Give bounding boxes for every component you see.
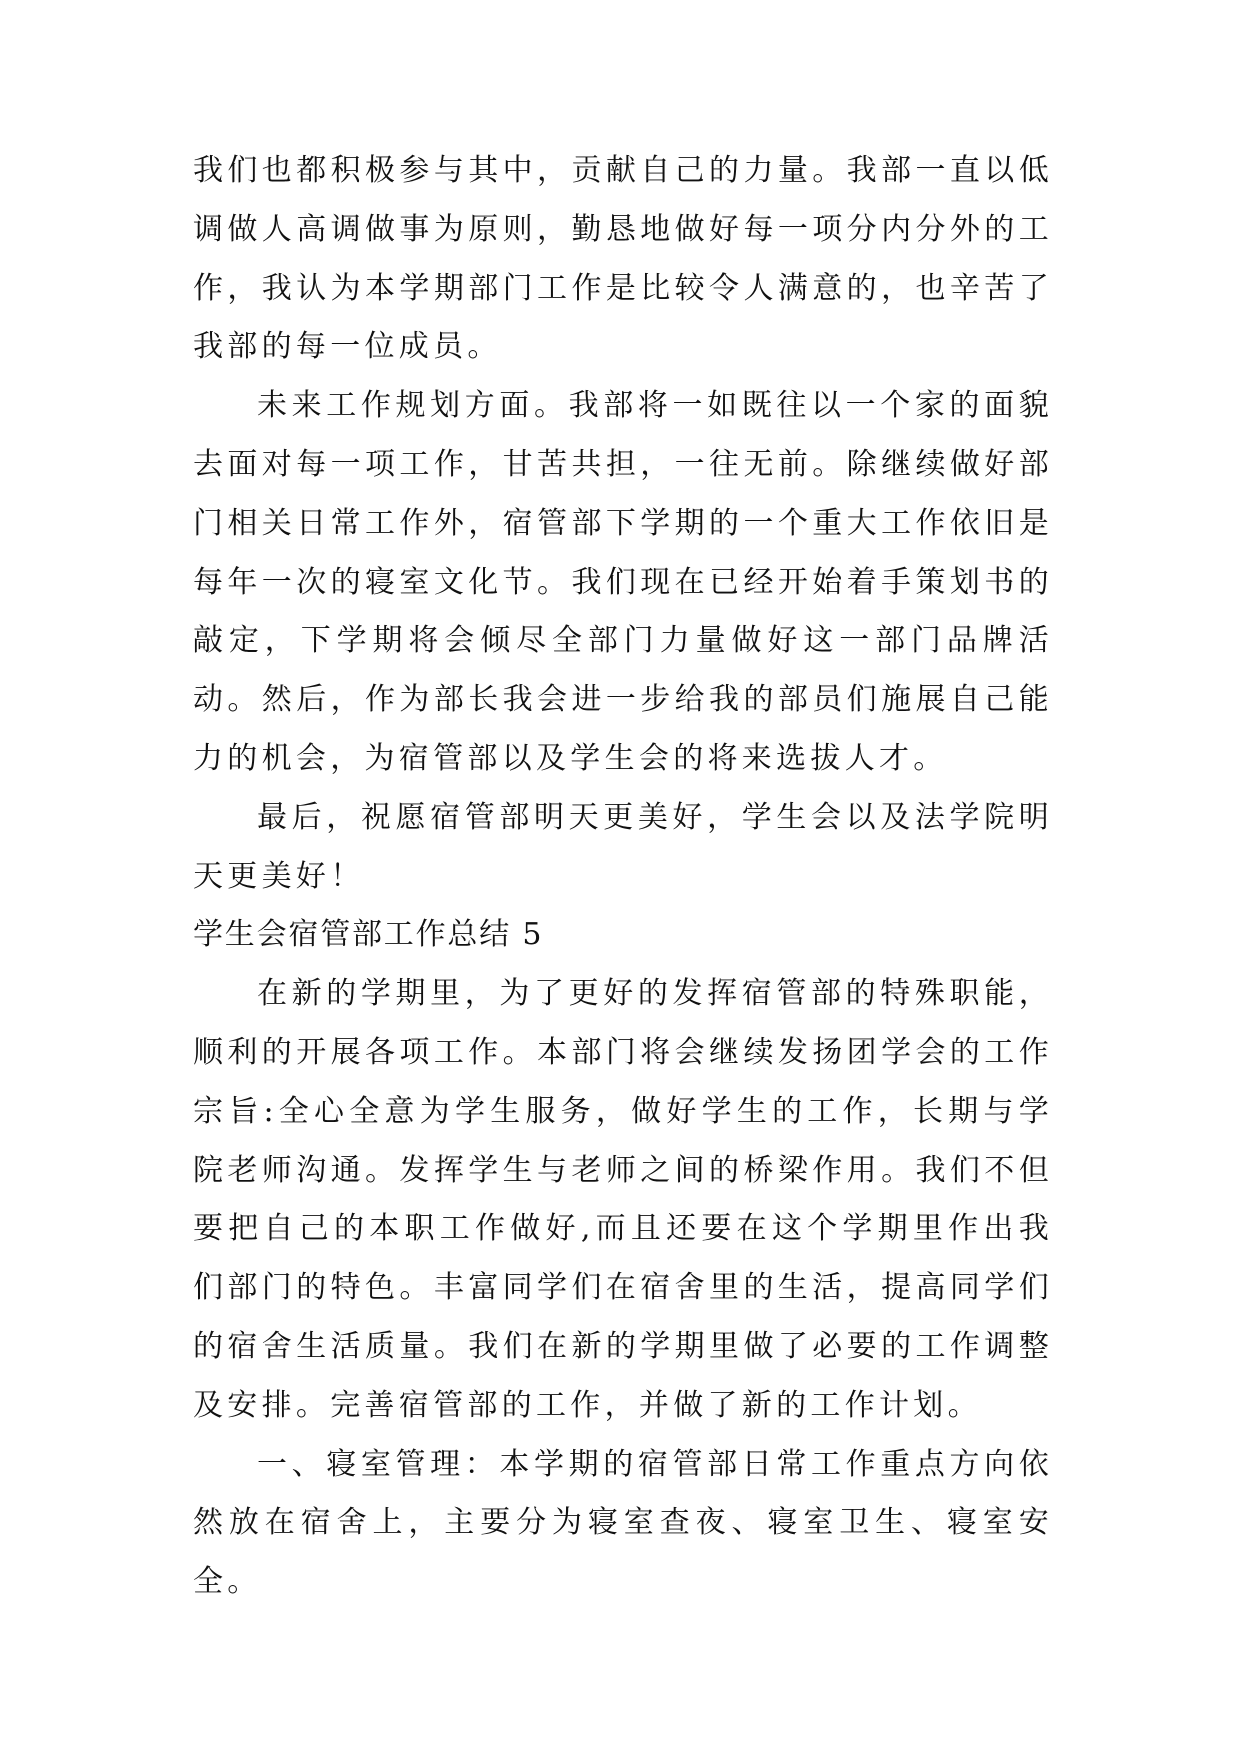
paragraph-new-semester: 在新的学期里，为了更好的发挥宿管部的特殊职能，顺利的开展各项工作。本部门将会继续发扬团学会的工作宗旨:全心全意为学生服务，做好学生的工作，长期与学院老师沟通。发挥学生与老师之间的桥梁作用。我们不但要把自己的本职工作做好,而且还要在这个学期里作出我们部门的特色。丰富同学们在宿舍里的生活，提高同学们的宿舍生活质量。我们在新的学期里做了必要的工作调整及安排。完善宿管部的工作，并做了新的工作计划。 (193, 976, 1053, 1423)
paragraph-future-plan: 未来工作规划方面。我部将一如既往以一个家的面貌去面对每一项工作，甘苦共担，一往无前。除继续做好部门相关日常工作外，宿管部下学期的一个重大工作依旧是每年一次的寝室文化节。我们现在已经开始着手策划书的敲定，下学期将会倾尽全部门力量做好这一部门品牌活动。然后，作为部长我会进一步给我的部员们施展自己能力的机会，为宿管部以及学生会的将来选拔人才。 (193, 388, 1053, 776)
document-page (193, 142, 1053, 1612)
paragraph-dorm-management: 一、寝室管理：本学期的宿管部日常工作重点方向依然放在宿舍上，主要分为寝室查夜、寝室卫生、寝室安全。 (193, 1446, 1053, 1600)
paragraph-work-summary: 我们也都积极参与其中，贡献自己的力量。我部一直以低调做人高调做事为原则，勤恳地做好每一项分内分外的工作，我认为本学期部门工作是比较令人满意的，也辛苦了我部的每一位成员。 (193, 153, 1053, 365)
paragraph-closing-wish: 最后，祝愿宿管部明天更美好，学生会以及法学院明天更美好！ (193, 799, 1053, 894)
section-heading: 学生会宿管部工作总结 5 (193, 917, 544, 953)
